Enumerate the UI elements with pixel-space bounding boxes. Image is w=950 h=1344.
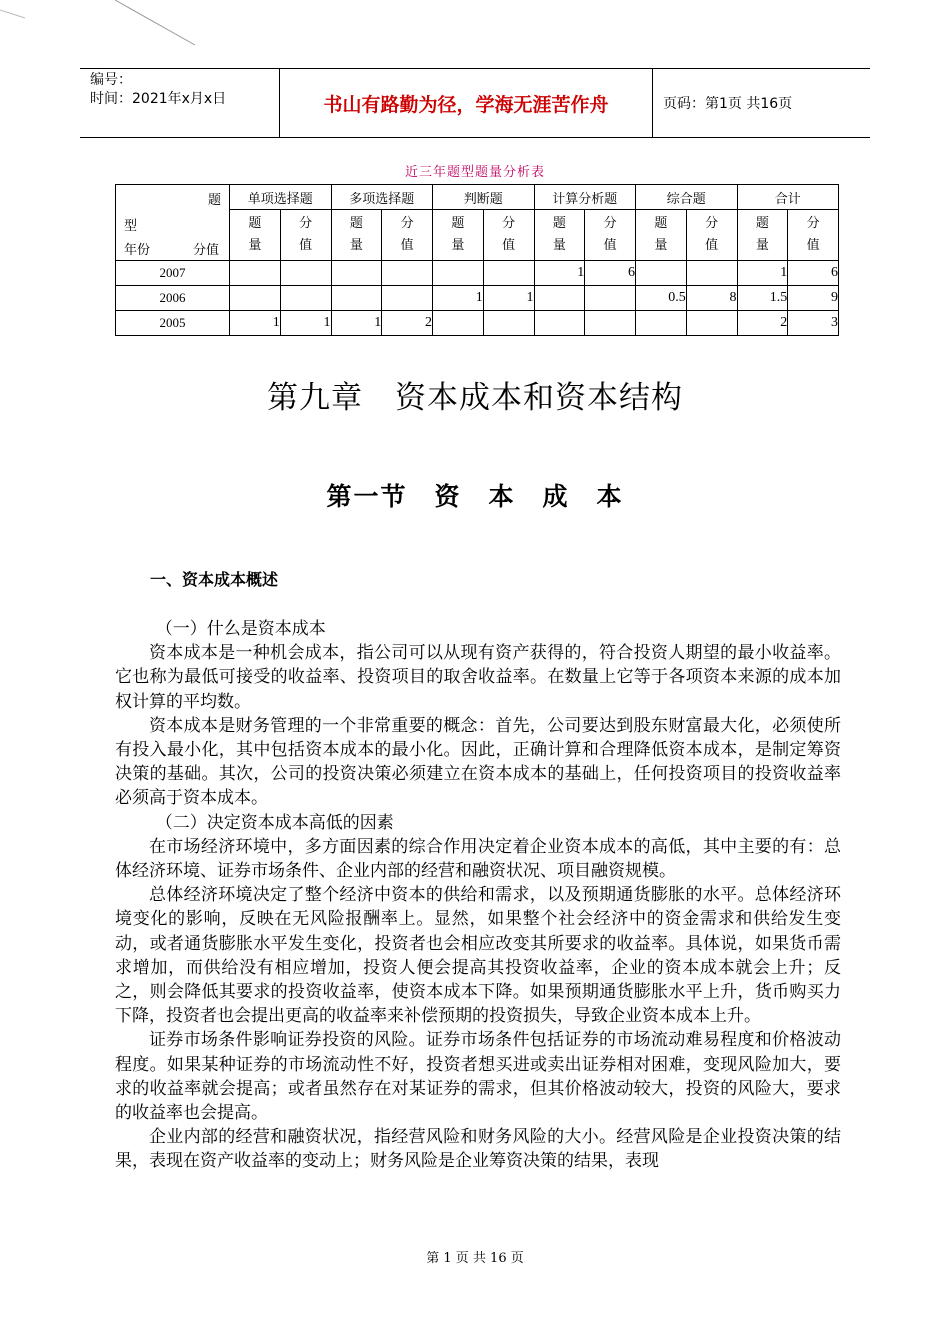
header-meta xyxy=(80,69,280,137)
table-cell: 0.5 xyxy=(636,286,687,311)
corner-label-mid: 型 xyxy=(124,219,138,234)
sub-heading: （二）决定资本成本高低的因素 xyxy=(155,812,394,833)
table-cell: 1 xyxy=(737,261,788,286)
table-corner-cell xyxy=(116,185,230,261)
question-analysis-table xyxy=(115,184,839,336)
table-row xyxy=(116,311,839,336)
header-motto: 书山有路勤为径，学海无涯苦作舟 xyxy=(280,69,653,137)
table-cell: 1 xyxy=(433,286,484,311)
table-cell: 2 xyxy=(382,311,433,336)
table-cell: 9 xyxy=(788,286,839,311)
body-text xyxy=(115,617,841,1174)
category-header: 判断题 xyxy=(433,185,535,210)
corner-label-score: 分值 xyxy=(192,243,219,258)
table-cell xyxy=(534,311,585,336)
sub-header-count: 题 量 xyxy=(636,210,687,261)
table-cell xyxy=(433,311,484,336)
table-cell xyxy=(585,286,636,311)
table-cell xyxy=(382,261,433,286)
sub-header-score: 分 值 xyxy=(788,210,839,261)
table-cell xyxy=(331,261,382,286)
category-header: 单项选择题 xyxy=(230,185,332,210)
sub-header-count: 题 量 xyxy=(534,210,585,261)
table-cell: 1 xyxy=(534,261,585,286)
table-row xyxy=(116,261,839,286)
table-cell xyxy=(483,261,534,286)
category-header: 综合题 xyxy=(636,185,738,210)
corner-label-year: 年份 xyxy=(124,243,151,258)
paragraph: 证券市场条件影响证券投资的风险。证券市场条件包括证券的市场流动难易程度和价格波动程度。如果某种证券的市场流动性不好，投资者想买进或卖出证券相对困难，变现风险加大，要求的收益率就会提高；或者虽然存在对某证券的需求，但其价格波动较大，投资的风险大，要求的收益率也会提高。 xyxy=(115,1030,841,1124)
sub-heading: （一）什么是资本成本 xyxy=(155,619,326,639)
table-cell: 1 xyxy=(331,311,382,336)
table-cell xyxy=(382,286,433,311)
table-cell: 6 xyxy=(585,261,636,286)
category-header: 计算分析题 xyxy=(534,185,636,210)
table-cell: 3 xyxy=(788,311,839,336)
table-cell: 1 xyxy=(280,311,331,336)
header-page-label: 页码：第1页 共16页 xyxy=(663,96,793,112)
sub-header-score: 分 值 xyxy=(382,210,433,261)
table-cell xyxy=(280,286,331,311)
table-cell xyxy=(230,286,281,311)
table-caption: 近三年题型题量分析表 xyxy=(404,165,545,180)
table-cell: 2 xyxy=(737,311,788,336)
category-header: 多项选择题 xyxy=(331,185,433,210)
table-cell xyxy=(230,261,281,286)
page-corner-mark xyxy=(0,0,200,50)
table-cell: 6 xyxy=(788,261,839,286)
table-cell xyxy=(534,286,585,311)
paragraph: 资本成本是财务管理的一个非常重要的概念：首先，公司要达到股东财富最大化，必须使所有投入最小化，其中包括资本成本的最小化。因此，正确计算和合理降低资本成本，是制定筹资决策的基础。其次，公司的投资决策必须建立在资本成本的基础上，任何投资项目的投资收益率必须高于资本成本。 xyxy=(115,715,841,809)
year-cell: 2005 xyxy=(116,311,230,336)
table-cell: 1 xyxy=(230,311,281,336)
sub-header-score: 分 值 xyxy=(585,210,636,261)
table-cell xyxy=(331,286,382,311)
table-cell xyxy=(686,261,737,286)
page-header xyxy=(80,68,870,138)
table-cell xyxy=(585,311,636,336)
year-cell: 2007 xyxy=(116,261,230,286)
number-label: 编号： xyxy=(90,72,132,88)
sub-header-count: 题 量 xyxy=(433,210,484,261)
table-cell xyxy=(433,261,484,286)
sub-header-count: 题 量 xyxy=(230,210,281,261)
paragraph: 资本成本是一种机会成本，指公司可以从现有资产获得的，符合投资人期望的最小收益率。它也称为最低可接受的收益率、投资项目的取舍收益率。在数量上它等于各项资本来源的成本加权计算的平均数。 xyxy=(115,643,841,712)
table-cell: 1 xyxy=(483,286,534,311)
table-category-row xyxy=(116,185,839,210)
table-cell xyxy=(686,311,737,336)
paragraph: 总体经济环境决定了整个经济中资本的供给和需求，以及预期通货膨胀的水平。总体经济环境变化的影响，反映在无风险报酬率上。显然，如果整个社会经济中的资金需求和供给发生变动，或者通货膨胀水平发生变化，投资者也会相应改变其所要求的收益率。具体说，如果货币需求增加，而供给没有相应增加，投资人便会提高其投资收益率，企业的资本成本就会上升；反之，则会降低其要求的投资收益率，使资本成本下降。如果预期通货膨胀水平上升，货币购买力下降，投资者也会提出更高的收益率来补偿预期的投资损失，导致企业资本成本上升。 xyxy=(115,885,841,1027)
table-cell xyxy=(483,311,534,336)
sub-header-score: 分 值 xyxy=(483,210,534,261)
paragraph: 企业内部的经营和融资状况，指经营风险和财务风险的大小。经营风险是企业投资决策的结果，表现在资产收益率的变动上；财务风险是企业筹资决策的结果，表现 xyxy=(115,1127,841,1172)
time-label: 时间：2021年x月x日 xyxy=(90,91,227,107)
sub-header-score: 分 值 xyxy=(686,210,737,261)
section-title: 第一节 资 本 成 本 xyxy=(326,482,624,511)
sub-header-count: 题 量 xyxy=(737,210,788,261)
heading-level-1: 一、资本成本概述 xyxy=(150,570,279,589)
page-footer: 第 1 页 共 16 页 xyxy=(426,1251,524,1266)
table-cell xyxy=(636,311,687,336)
chapter-title: 第九章 资本成本和资本结构 xyxy=(267,380,683,416)
corner-label-top: 题 xyxy=(207,193,221,208)
table-cell: 1.5 xyxy=(737,286,788,311)
table-cell xyxy=(636,261,687,286)
sub-header-score: 分 值 xyxy=(280,210,331,261)
table-cell xyxy=(280,261,331,286)
paragraph: 在市场经济环境中，多方面因素的综合作用决定着企业资本成本的高低，其中主要的有：总体经济环境、证券市场条件、企业内部的经营和融资状况、项目融资规模。 xyxy=(115,836,841,882)
table-cell: 8 xyxy=(686,286,737,311)
table-row xyxy=(116,286,839,311)
category-header: 合计 xyxy=(737,185,839,210)
sub-header-count: 题 量 xyxy=(331,210,382,261)
year-cell: 2006 xyxy=(116,286,230,311)
